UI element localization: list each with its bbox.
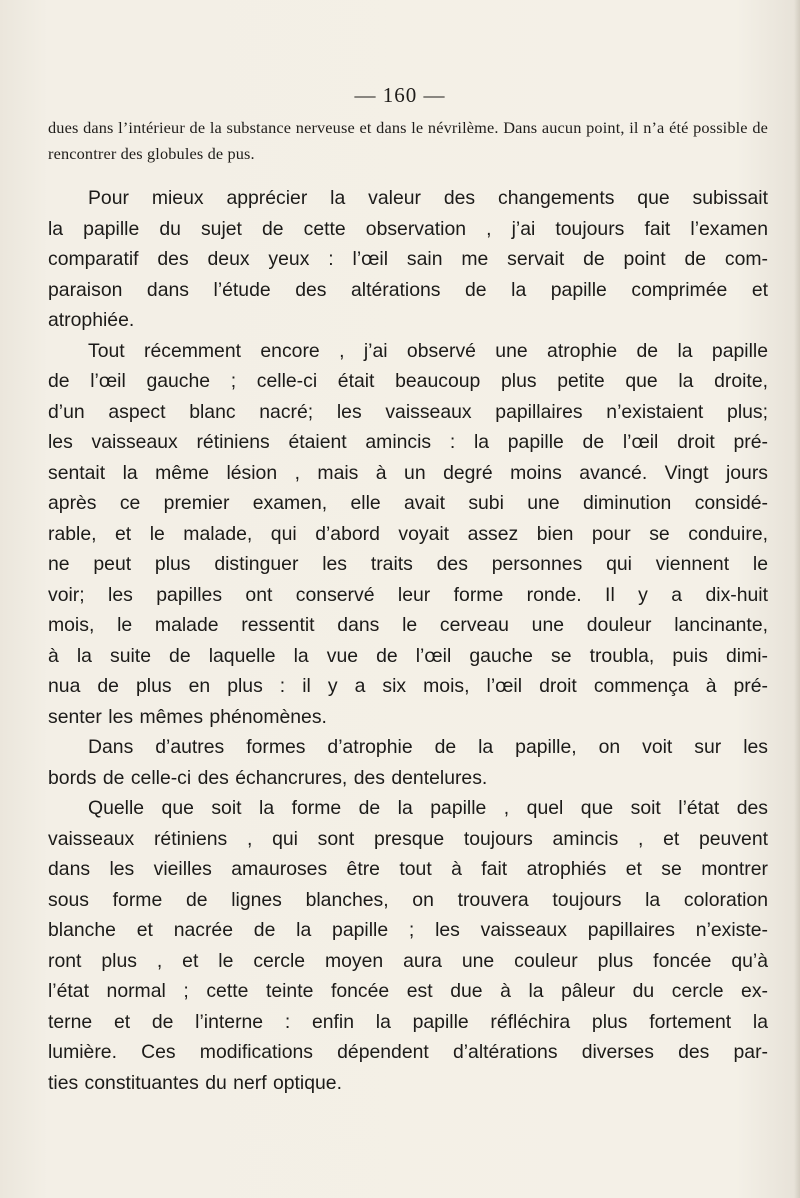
text-line: Dans d’autres formes d’atrophie de la papille, on voit sur les: [88, 736, 768, 758]
text-line: sentait la même lésion , mais à un degré moins avancé. Vingt jours: [48, 461, 768, 484]
text-line: bords de celle-ci des échancrures, des dentelures.: [48, 766, 488, 789]
text-line: mois, le malade ressentit dans le cerveau une douleur lancinante,: [48, 614, 768, 636]
text-line: Tout récemment encore , j’ai observé une atrophie de la papille: [88, 339, 768, 362]
text-line: comparatif des deux yeux : l’œil sain me servait de point de com-: [48, 248, 768, 270]
text-line: dans les vieilles amauroses être tout à fait atrophiés et se montrer: [48, 858, 768, 880]
text-line: ties constituantes du nerf optique.: [48, 1071, 342, 1094]
text-line: ront plus , et le cercle moyen aura une couleur plus foncée qu’à: [48, 949, 768, 972]
text-line: la papille du sujet de cette observation , j’ai toujours fait l’examen: [48, 217, 768, 240]
text-line: blanche et nacrée de la papille ; les vaisseaux papillaires n’existe-: [48, 919, 768, 941]
text-line: terne et de l’interne : enfin la papille réfléchira plus fortement la: [48, 1010, 768, 1033]
text-line: à la suite de laquelle la vue de l’œil gauche se troubla, puis dimi-: [48, 644, 768, 667]
text-line: voir; les papilles ont conservé leur forme ronde. Il y a dix-huit: [48, 583, 768, 606]
text-line: rable, et le malade, qui d’abord voyait assez bien pour se conduire,: [48, 522, 768, 545]
text-line: senter les mêmes phénomènes.: [48, 705, 327, 728]
text-line: les vaisseaux rétiniens étaient amincis : la papille de l’œil droit pré-: [48, 431, 768, 453]
text-line: Pour mieux apprécier la valeur des changements que subissait: [88, 187, 768, 209]
main-text: [48, 183, 768, 1098]
text-line: lumière. Ces modifications dépendent d’altérations diverses des par-: [48, 1041, 768, 1063]
text-line: sous forme de lignes blanches, on trouvera toujours la coloration: [48, 888, 768, 911]
text-line: après ce premier examen, elle avait subi une diminution considé-: [48, 492, 768, 514]
text-line: Quelle que soit la forme de la papille , quel que soit l’état des: [88, 797, 768, 819]
text-line: d’un aspect blanc nacré; les vaisseaux papillaires n’existaient plus;: [48, 400, 768, 423]
page-number: — 160 —: [354, 83, 446, 107]
text-line: nua de plus en plus : il y a six mois, l’œil droit commença à pré-: [48, 675, 768, 697]
text-line: atrophiée.: [48, 309, 135, 331]
text-line: de l’œil gauche ; celle-ci était beaucoup plus petite que la droite,: [48, 370, 768, 392]
text-line: ne peut plus distinguer les traits des personnes qui viennent le: [48, 553, 768, 575]
text-line: paraison dans l’étude des altérations de la papille comprimée et: [48, 278, 768, 301]
page-edge-shadow: [794, 0, 800, 1198]
text-line: vaisseaux rétiniens , qui sont presque toujours amincis , et peuvent: [48, 827, 768, 850]
text-line: l’état normal ; cette teinte foncée est due à la pâleur du cercle ex-: [48, 980, 768, 1002]
footnote-continuation: dues dans l’intérieur de la substance nerveuse et dans le névrilème. Dans aucun point, il n’a été possible de rencontrer des globules de pus.: [48, 118, 768, 163]
